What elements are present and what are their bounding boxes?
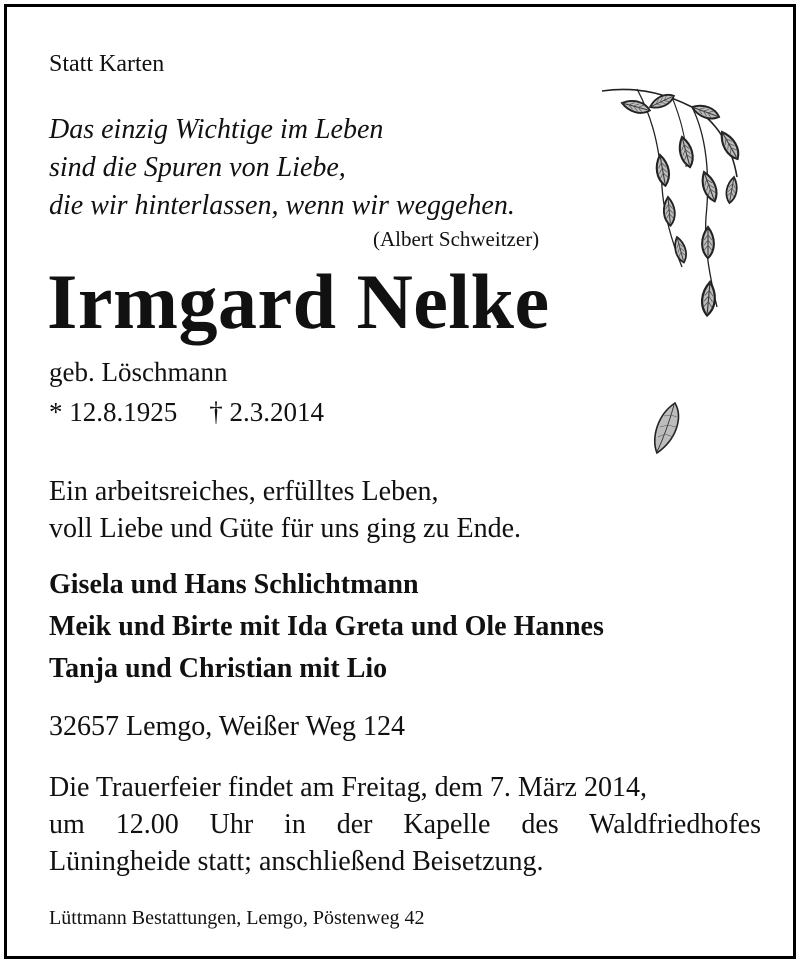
header-text: Statt Karten — [49, 51, 165, 77]
address: 32657 Lemgo, Weißer Weg 124 — [49, 711, 406, 742]
life-line: voll Liebe und Güte für uns ging zu Ende. — [49, 513, 522, 544]
quote-author: (Albert Schweitzer) — [373, 227, 540, 251]
life-line: Ein arbeitsreiches, erfülltes Leben, — [49, 476, 439, 507]
quote-line: sind die Spuren von Liebe, — [49, 152, 346, 183]
maiden-name: geb. Löschmann — [49, 357, 228, 387]
undertaker: Lüttmann Bestattungen, Lemgo, Pöstenweg 42 — [49, 907, 425, 929]
life-text — [49, 473, 521, 547]
quote — [49, 111, 515, 225]
falling-leaf-icon — [647, 399, 687, 459]
quote-line: Das einzig Wichtige im Leben — [49, 114, 384, 145]
funeral-service-text — [49, 769, 761, 880]
obituary-notice — [4, 4, 796, 959]
life-dates — [49, 397, 324, 428]
family-line: Tanja und Christian mit Lio — [49, 653, 388, 684]
death-date: † 2.3.2014 — [209, 397, 324, 427]
service-line: um 12.00 Uhr in der Kapelle des Waldfriedhofes — [49, 809, 761, 840]
family-mourners — [49, 564, 604, 690]
birch-branch-icon — [582, 77, 782, 337]
family-line: Gisela und Hans Schlichtmann — [49, 569, 419, 600]
deceased-name: Irmgard Nelke — [47, 258, 550, 345]
birth-date: * 12.8.1925 — [49, 397, 178, 427]
family-line: Meik und Birte mit Ida Greta und Ole Hannes — [49, 611, 604, 642]
quote-line: die wir hinterlassen, wenn wir weggehen. — [49, 190, 515, 221]
service-line: Die Trauerfeier findet am Freitag, dem 7. März 2014, — [49, 772, 647, 803]
service-line: Lüningheide statt; anschließend Beisetzung. — [49, 846, 544, 877]
